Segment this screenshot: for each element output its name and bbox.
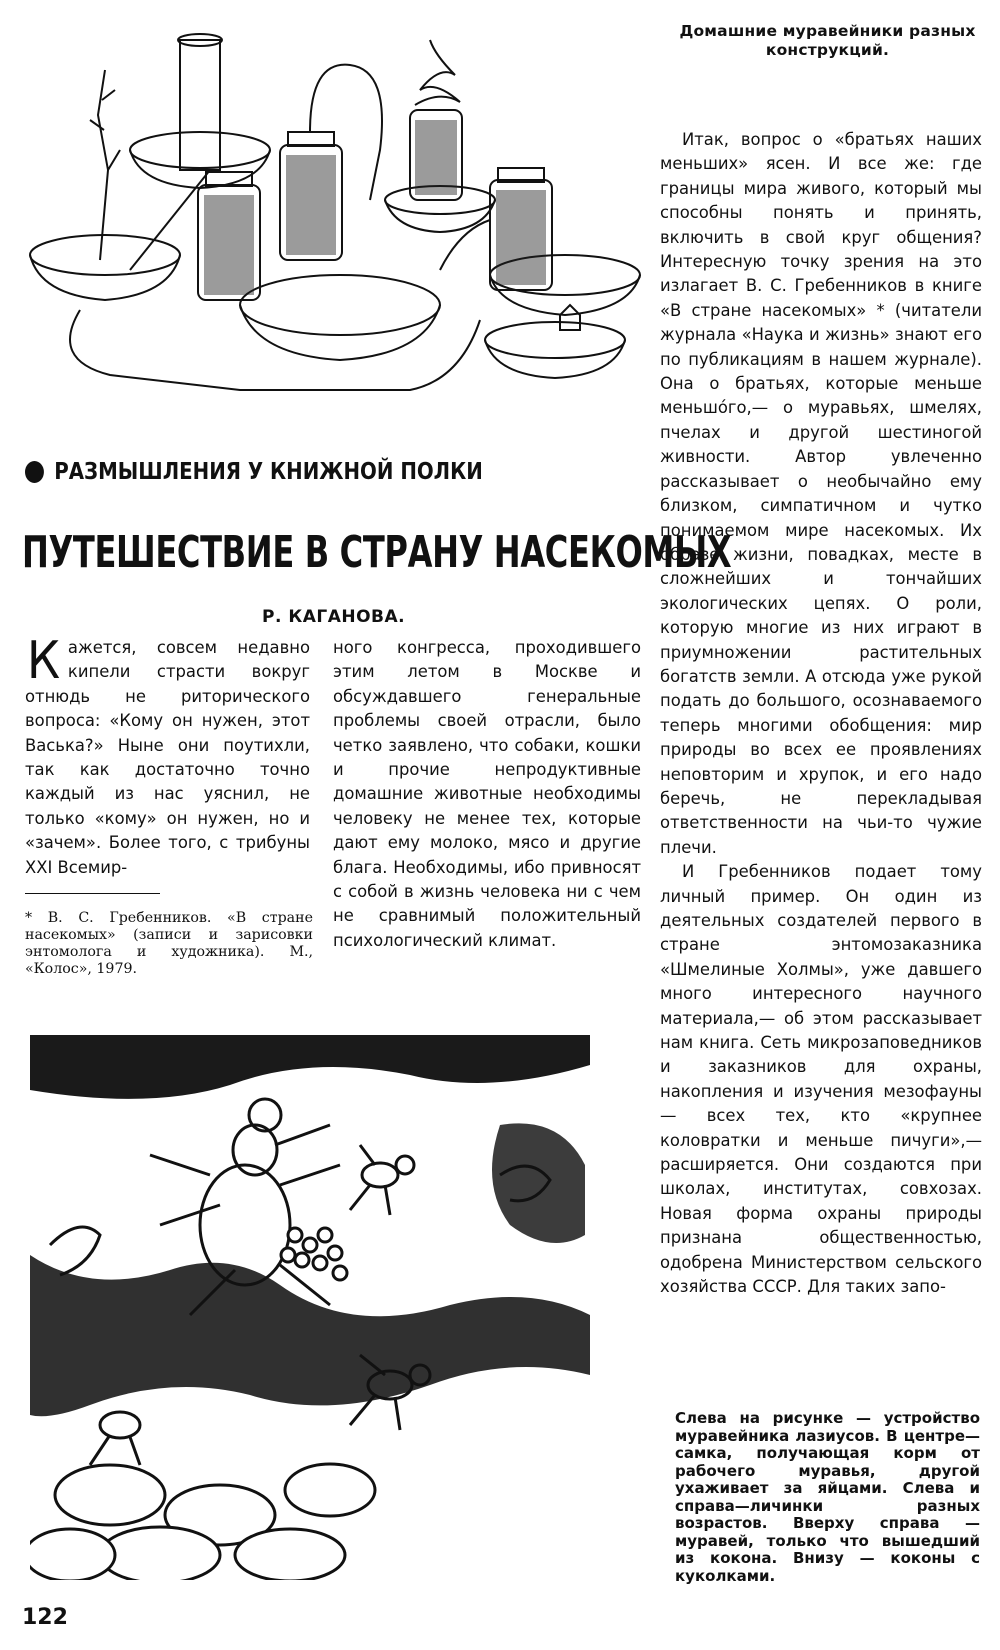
column-3-paragraph-1: Итак, вопрос о «братьях наших меньших» ясен. И все же: где границы мира живого, который мы способны понять и принять, включить в свой круг общения? Интересную точку зрения на это излагает В. С. Гребенников в книге «В стране насекомых» * (читатели журнала «Наука и жизнь» знают его по публикациям в нашем журнале). Она о братьях, которые меньше меньшóго,— о муравьях, шмелях, пчелах и другой шестиногой живности. Автор увлеченно рассказывает о необычайно ему близком, симпатичном и чутко понимаемом мире насекомых. Их образе жизни, повадках, месте в сложнейших и тончайших экологических цепях. О роли, которую многие из них играют в приумножении растительных богатств земли. А отсюда уже рукой подать до большого, осознаваемого теперь многими обобщения: мир природы во всех ее проявлениях неповторим и хрупок, и его надо беречь, не перекладывая ответственности на чьи-то чужие плечи.: [660, 130, 982, 857]
ant-nest-drawing: [30, 1035, 590, 1580]
top-illustration-caption: Домашние муравейники разных конструкций.: [679, 22, 976, 59]
ant-farms-illustration: [20, 20, 650, 430]
section-rubric: [25, 458, 558, 486]
ant-farms-drawing: [20, 20, 650, 430]
page-number: 122: [22, 1605, 68, 1630]
footnote-divider: [25, 893, 160, 894]
ant-illustration-caption: Слева на рисунке — устройство муравейника лазиусов. В центре—самка, получающая корм от рабочего муравья, другой ухаживает за яйцами. Слева и справа—личинки разных возрастов. Вверху справа — муравей, только что вышедший из кокона. Внизу — коконы с куколками.: [675, 1409, 980, 1585]
column-3-paragraph-2: И Гребенников подает тому личный пример. Он один из деятельных создателей первого в стране энтомозаказника «Шмелиные Холмы», уже давшего много интересного научного материала,— об этом рассказывает нам книга. Сеть микрозаповедников и заказников для охраны, накопления и изучения мезофауны — всех тех, кто «крупнее коловратки и меньше пичуги»,— расширяется. Они создаются при школах, институтах, совхозах. Новая форма охраны природы признана общественностью, одобрена Министерством сельского хозяйства СССР. Для таких запо-: [660, 862, 982, 1297]
rubric-text: РАЗМЫШЛЕНИЯ У КНИЖНОЙ ПОЛКИ: [54, 459, 483, 485]
article-author: Р. КАГАНОВА.: [262, 607, 406, 627]
article-headline: ПУТЕШЕСТВИЕ В СТРАНУ НАСЕКОМЫХ: [22, 527, 732, 578]
column-2-text: ного конгресса, проходившего этим летом в Москве и обсуждавшего генеральные проблемы своей отрасли, было четко заявлено, что собаки, кошки и прочие непродуктивные домашние животные необходимы человеку не менее тех, которые дают ему молоко, мясо и другие блага. Необходимы, ибо привносят с собой в жизнь человека ни с чем не сравнимый положительный психологический климат.: [333, 638, 641, 950]
article-column-2: [333, 636, 641, 953]
footnote: * В. С. Гребенников. «В стране насекомых» (записи и зарисовки энтомолога и художника). М., «Колос», 1979.: [25, 910, 313, 977]
article-column-1: [25, 631, 310, 880]
bullet-icon: [25, 461, 44, 483]
ant-nest-illustration: [30, 1035, 590, 1580]
drop-cap: К: [26, 631, 61, 691]
column-1-text: ажется, совсем недавно кипели страсти вокруг отнюдь не риторического вопроса: «Кому он нужен, этот Васька?» Ныне они поутихли, так как достаточно точно каждый из нас уяснил, не только «кому» он нужен, но и «зачем». Более того, с трибуны XXI Всемир-: [25, 638, 310, 877]
article-column-3: [660, 128, 982, 1300]
